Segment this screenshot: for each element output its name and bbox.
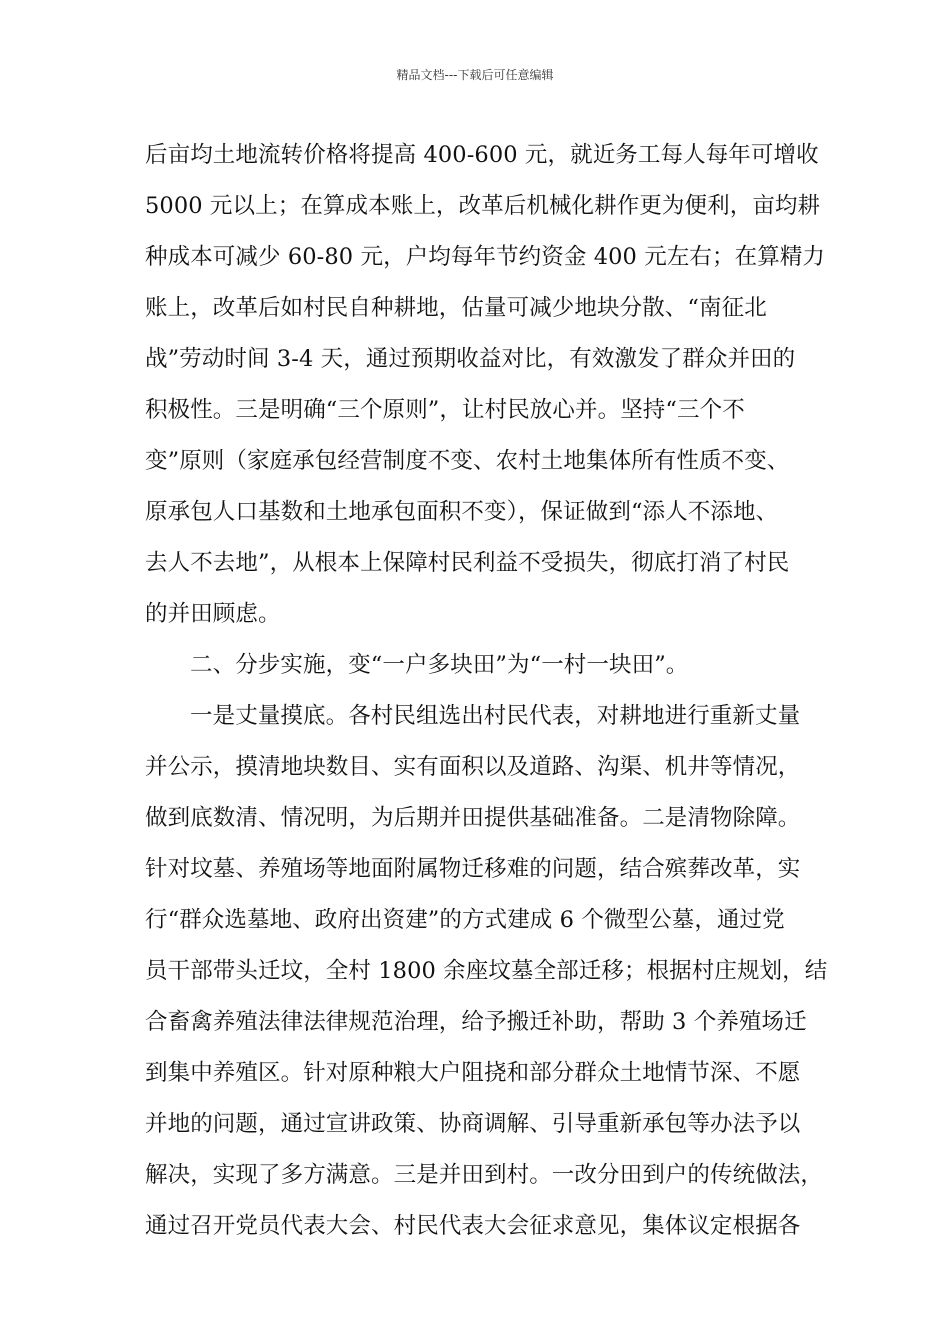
- section-heading: 二、分步实施，变“一户多块田”为“一村一块田”。: [190, 652, 689, 678]
- text-line: 到集中养殖区。针对原种粮大户阻挠和部分群众土地情节深、不愿: [145, 1060, 801, 1086]
- text-line: 做到底数清、情况明，为后期并田提供基础准备。二是清物除障。: [145, 805, 801, 831]
- text-line: 并地的问题，通过宣讲政策、协商调解、引导重新承包等办法予以: [145, 1111, 801, 1137]
- text-line: 行“群众选墓地、政府出资建”的方式建成 6 个微型公墓，通过党: [145, 907, 785, 933]
- text-line: 针对坟墓、养殖场等地面附属物迁移难的问题，结合殡葬改革，实: [145, 856, 801, 882]
- text-line: 原承包人口基数和土地承包面积不变），保证做到“添人不添地、: [145, 499, 779, 525]
- page-header: 精品文档---下载后可任意编辑: [396, 68, 554, 82]
- text-line: 后亩均土地流转价格将提高 400-600 元，就近务工每人每年可增收: [145, 142, 819, 168]
- text-line: 解决，实现了多方满意。三是并田到村。一改分田到户的传统做法，: [145, 1162, 824, 1188]
- text-line: 积极性。三是明确“三个原则”，让村民放心并。坚持“三个不: [145, 397, 745, 423]
- text-line: 一是丈量摸底。各村民组选出村民代表，对耕地进行重新丈量: [190, 703, 801, 729]
- text-line: 的并田顾虑。: [145, 601, 281, 627]
- text-line: 5000 元以上；在算成本账上，改革后机械化耕作更为便利，亩均耕: [145, 193, 821, 219]
- text-line: 去人不去地”，从根本上保障村民利益不受损失，彻底打消了村民: [145, 550, 790, 576]
- text-line: 并公示，摸清地块数目、实有面积以及道路、沟渠、机井等情况，: [145, 754, 801, 780]
- text-line: 员干部带头迁坟，全村 1800 余座坟墓全部迁移；根据村庄规划，结: [145, 958, 828, 984]
- text-line: 种成本可减少 60-80 元，户均每年节约资金 400 元左右；在算精力: [145, 244, 826, 270]
- text-line: 通过召开党员代表大会、村民代表大会征求意见，集体议定根据各: [145, 1213, 801, 1239]
- text-line: 合畜禽养殖法律法律规范治理，给予搬迁补助，帮助 3 个养殖场迁: [145, 1009, 807, 1035]
- document-body: [145, 130, 828, 1252]
- text-line: 变”原则（家庭承包经营制度不变、农村土地集体所有性质不变、: [145, 448, 790, 474]
- text-line: 战”劳动时间 3-4 天，通过预期收益对比，有效激发了群众并田的: [145, 346, 796, 372]
- text-line: 账上，改革后如村民自种耕地，估量可减少地块分散、“南征北: [145, 295, 767, 321]
